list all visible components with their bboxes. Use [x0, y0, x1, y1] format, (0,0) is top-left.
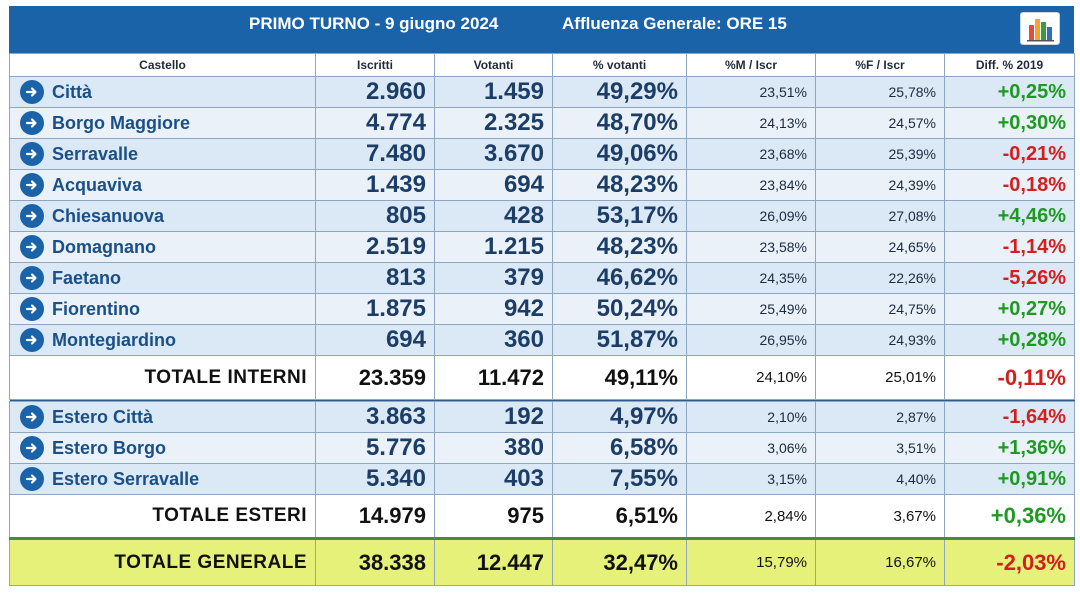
iscritti-value: 2.960 — [316, 77, 435, 108]
votanti-value: 379 — [435, 263, 553, 294]
pct-m-value: 3,15% — [687, 464, 816, 495]
diff-value: -2,03% — [945, 539, 1075, 586]
arrow-right-icon[interactable] — [20, 297, 44, 321]
pct-m-value: 24,13% — [687, 108, 816, 139]
votanti-value: 428 — [435, 201, 553, 232]
pct-votanti-value: 49,06% — [553, 139, 687, 170]
total-label: TOTALE GENERALE — [10, 539, 316, 586]
arrow-right-icon[interactable] — [20, 405, 44, 429]
iscritti-value: 14.979 — [316, 495, 435, 539]
pct-f-value: 4,40% — [816, 464, 945, 495]
diff-value: +0,28% — [945, 325, 1075, 356]
table-row[interactable] — [10, 464, 1075, 495]
pct-votanti-value: 4,97% — [553, 402, 687, 433]
turnout-label: Affluenza Generale: ORE 15 — [562, 14, 787, 33]
iscritti-value: 4.774 — [316, 108, 435, 139]
diff-value: +0,25% — [945, 77, 1075, 108]
table-row[interactable] — [10, 433, 1075, 464]
iscritti-value: 5.776 — [316, 433, 435, 464]
table-row[interactable] — [10, 139, 1075, 170]
pct-m-value: 24,35% — [687, 263, 816, 294]
table-row[interactable] — [10, 201, 1075, 232]
pct-votanti-value: 48,23% — [553, 170, 687, 201]
votanti-value: 3.670 — [435, 139, 553, 170]
header-bar — [9, 6, 1074, 53]
arrow-right-icon[interactable] — [20, 173, 44, 197]
pct-m-value: 15,79% — [687, 539, 816, 586]
iscritti-value: 813 — [316, 263, 435, 294]
pct-votanti-value: 49,11% — [553, 356, 687, 400]
iscritti-value: 805 — [316, 201, 435, 232]
table-row[interactable] — [10, 77, 1075, 108]
arrow-right-icon[interactable] — [20, 235, 44, 259]
arrow-right-icon[interactable] — [20, 328, 44, 352]
results-table — [9, 53, 1075, 586]
pct-votanti-value: 53,17% — [553, 201, 687, 232]
col-diff-2019: Diff. % 2019 — [945, 54, 1075, 77]
votanti-value: 694 — [435, 170, 553, 201]
table-row[interactable] — [10, 325, 1075, 356]
votanti-value: 1.459 — [435, 77, 553, 108]
castello-name[interactable]: Domagnano — [52, 236, 157, 257]
diff-value: +0,91% — [945, 464, 1075, 495]
pct-votanti-value: 46,62% — [553, 263, 687, 294]
votanti-value: 403 — [435, 464, 553, 495]
table-row[interactable] — [10, 170, 1075, 201]
pct-votanti-value: 51,87% — [553, 325, 687, 356]
diff-value: -0,11% — [945, 356, 1075, 400]
castello-name[interactable]: Estero Città — [52, 406, 154, 427]
pct-f-value: 22,26% — [816, 263, 945, 294]
diff-value: -5,26% — [945, 263, 1075, 294]
bar-chart-icon[interactable] — [1020, 12, 1060, 45]
diff-value: -0,21% — [945, 139, 1075, 170]
diff-value: +1,36% — [945, 433, 1075, 464]
total-label: TOTALE ESTERI — [10, 495, 316, 539]
iscritti-value: 23.359 — [316, 356, 435, 400]
pct-f-value: 3,51% — [816, 433, 945, 464]
votanti-value: 2.325 — [435, 108, 553, 139]
pct-m-value: 23,68% — [687, 139, 816, 170]
diff-value: +0,30% — [945, 108, 1075, 139]
pct-votanti-value: 48,23% — [553, 232, 687, 263]
table-row[interactable] — [10, 232, 1075, 263]
table-row[interactable] — [10, 263, 1075, 294]
pct-votanti-value: 32,47% — [553, 539, 687, 586]
col-castello: Castello — [10, 54, 316, 77]
diff-value: -0,18% — [945, 170, 1075, 201]
pct-m-value: 24,10% — [687, 356, 816, 400]
castello-name[interactable]: Fiorentino — [52, 298, 140, 319]
pct-m-value: 2,84% — [687, 495, 816, 539]
diff-value: +0,27% — [945, 294, 1075, 325]
pct-votanti-value: 49,29% — [553, 77, 687, 108]
votanti-value: 360 — [435, 325, 553, 356]
pct-votanti-value: 6,51% — [553, 495, 687, 539]
castello-name[interactable]: Estero Serravalle — [52, 468, 200, 489]
pct-votanti-value: 48,70% — [553, 108, 687, 139]
pct-f-value: 3,67% — [816, 495, 945, 539]
pct-m-value: 23,51% — [687, 77, 816, 108]
castello-name[interactable]: Serravalle — [52, 143, 139, 164]
castello-name[interactable]: Montegiardino — [52, 329, 176, 350]
totale-esteri-row — [10, 495, 1075, 539]
totale-generale-row — [10, 539, 1075, 586]
table-row[interactable] — [10, 108, 1075, 139]
pct-f-value: 24,93% — [816, 325, 945, 356]
table-header-row — [10, 54, 1075, 77]
iscritti-value: 5.340 — [316, 464, 435, 495]
pct-f-value: 2,87% — [816, 402, 945, 433]
arrow-right-icon[interactable] — [20, 436, 44, 460]
castello-name[interactable]: Borgo Maggiore — [52, 112, 190, 133]
iscritti-value: 3.863 — [316, 402, 435, 433]
iscritti-value: 1.439 — [316, 170, 435, 201]
pct-f-value: 24,75% — [816, 294, 945, 325]
votanti-value: 12.447 — [435, 539, 553, 586]
pct-votanti-value: 7,55% — [553, 464, 687, 495]
castello-name[interactable]: Faetano — [52, 267, 122, 288]
pct-m-value: 23,84% — [687, 170, 816, 201]
pct-m-value: 23,58% — [687, 232, 816, 263]
pct-m-value: 2,10% — [687, 402, 816, 433]
votanti-value: 380 — [435, 433, 553, 464]
iscritti-value: 694 — [316, 325, 435, 356]
pct-f-value: 24,39% — [816, 170, 945, 201]
votanti-value: 192 — [435, 402, 553, 433]
iscritti-value: 2.519 — [316, 232, 435, 263]
pct-m-value: 26,09% — [687, 201, 816, 232]
results-panel — [9, 6, 1074, 590]
col-iscritti: Iscritti — [316, 54, 435, 77]
pct-m-value: 3,06% — [687, 433, 816, 464]
arrow-right-icon[interactable] — [20, 80, 44, 104]
pct-f-value: 24,57% — [816, 108, 945, 139]
col-pct-m: %M / Iscr — [687, 54, 816, 77]
pct-votanti-value: 6,58% — [553, 433, 687, 464]
col-votanti: Votanti — [435, 54, 553, 77]
pct-f-value: 27,08% — [816, 201, 945, 232]
pct-f-value: 24,65% — [816, 232, 945, 263]
pct-f-value: 25,78% — [816, 77, 945, 108]
castello-name[interactable]: Acquaviva — [52, 174, 143, 195]
diff-value: +0,36% — [945, 495, 1075, 539]
arrow-right-icon[interactable] — [20, 111, 44, 135]
table-row[interactable] — [10, 294, 1075, 325]
pct-f-value: 25,01% — [816, 356, 945, 400]
diff-value: +4,46% — [945, 201, 1075, 232]
iscritti-value: 1.875 — [316, 294, 435, 325]
votanti-value: 942 — [435, 294, 553, 325]
votanti-value: 11.472 — [435, 356, 553, 400]
col-pct-f: %F / Iscr — [816, 54, 945, 77]
iscritti-value: 7.480 — [316, 139, 435, 170]
pct-f-value: 25,39% — [816, 139, 945, 170]
round-title: PRIMO TURNO - 9 giugno 2024 — [249, 14, 499, 33]
diff-value: -1,14% — [945, 232, 1075, 263]
iscritti-value: 38.338 — [316, 539, 435, 586]
castello-name[interactable]: Chiesanuova — [52, 205, 165, 226]
arrow-right-icon[interactable] — [20, 467, 44, 491]
arrow-right-icon[interactable] — [20, 142, 44, 166]
castello-name[interactable]: Estero Borgo — [52, 437, 167, 458]
castello-name[interactable]: Città — [52, 81, 92, 102]
table-row[interactable] — [10, 402, 1075, 433]
arrow-right-icon[interactable] — [20, 266, 44, 290]
col-pct-votanti: % votanti — [553, 54, 687, 77]
votanti-value: 975 — [435, 495, 553, 539]
votanti-value: 1.215 — [435, 232, 553, 263]
totale-interni-row — [10, 356, 1075, 400]
pct-m-value: 25,49% — [687, 294, 816, 325]
pct-f-value: 16,67% — [816, 539, 945, 586]
diff-value: -1,64% — [945, 402, 1075, 433]
arrow-right-icon[interactable] — [20, 204, 44, 228]
pct-votanti-value: 50,24% — [553, 294, 687, 325]
pct-m-value: 26,95% — [687, 325, 816, 356]
total-label: TOTALE INTERNI — [10, 356, 316, 400]
